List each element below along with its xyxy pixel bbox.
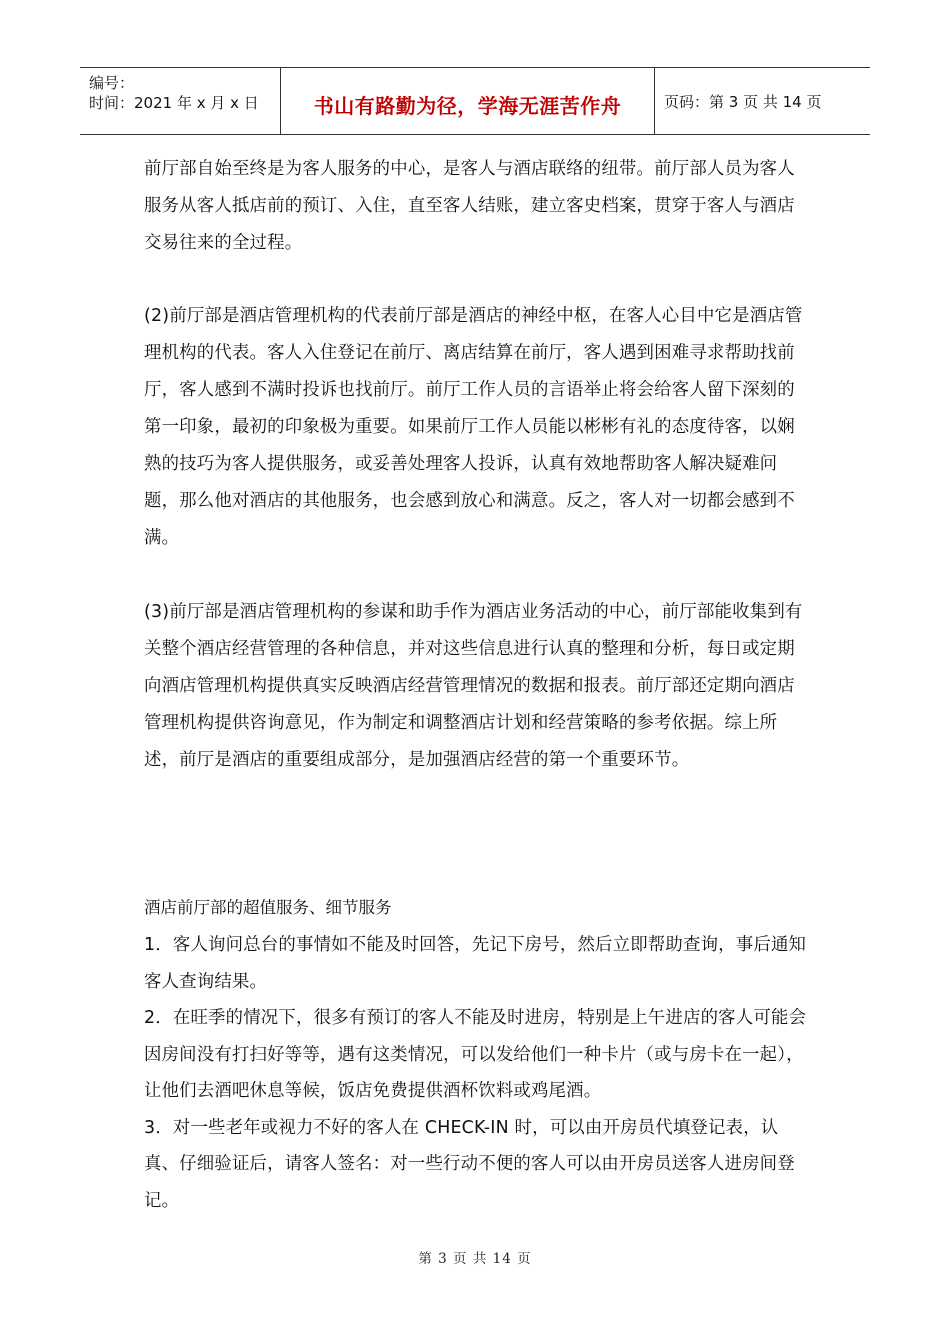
service-list xyxy=(144,927,808,1219)
header-page-code: 页码：第 3 页 共 14 页 xyxy=(664,92,822,111)
header-motto: 书山有路勤为径，学海无涯苦作舟 xyxy=(281,68,655,134)
list-item: 2．在旺季的情况下，很多有预订的客人不能及时进房，特别是上午进店的客人可能会因房间没有打扫好等等，遇有这类情况，可以发给他们一种卡片（或与房卡在一起），让他们去酒吧休息等候，饭店免费提供酒杯饮料或鸡尾酒。 xyxy=(144,1008,807,1101)
page-footer: 第 3 页 共 14 页 xyxy=(418,1251,532,1267)
section-title: 酒店前厅部的超值服务、细节服务 xyxy=(144,898,392,917)
date-label: 时间：2021 年 x 月 x 日 xyxy=(89,94,259,112)
number-label: 编号： xyxy=(89,74,135,92)
paragraph-2: (2)前厅部是酒店管理机构的代表前厅部是酒店的神经中枢，在客人心目中它是酒店管理机构的代表。客人入住登记在前厅、离店结算在前厅，客人遇到困难寻求帮助找前厅，客人感到不满时投诉也找前厅。前厅工作人员的言语举止将会给客人留下深刻的第一印象，最初的印象极为重要。如果前厅工作人员能以彬彬有礼的态度待客，以娴熟的技巧为客人提供服务，或妥善处理客人投诉，认真有效地帮助客人解决疑难问题，那么他对酒店的其他服务，也会感到放心和满意。反之，客人对一切都会感到不满。 xyxy=(144,306,803,548)
page-header xyxy=(80,67,870,135)
list-item: 1．客人询问总台的事情如不能及时回答，先记下房号，然后立即帮助查询，事后通知客人查询结果。 xyxy=(144,935,807,992)
paragraph-1: 前厅部自始至终是为客人服务的中心，是客人与酒店联络的纽带。前厅部人员为客人服务从客人抵店前的预订、入住，直至客人结账，建立客史档案，贯穿于客人与酒店交易往来的全过程。 xyxy=(144,159,795,253)
list-item: 3．对一些老年或视力不好的客人在 CHECK-IN 时，可以由开房员代填登记表，认真、仔细验证后，请客人签名：对一些行动不便的客人可以由开房员送客人进房间登记。 xyxy=(144,1117,795,1211)
header-info-cell xyxy=(80,68,281,134)
paragraph-3: (3)前厅部是酒店管理机构的参谋和助手作为酒店业务活动的中心，前厅部能收集到有关整个酒店经营管理的各种信息，并对这些信息进行认真的整理和分析，每日或定期向酒店管理机构提供真实反映酒店经营管理情况的数据和报表。前厅部还定期向酒店管理机构提供咨询意见，作为制定和调整酒店计划和经营策略的参考依据。综上所述，前厅是酒店的重要组成部分，是加强酒店经营的第一个重要环节。 xyxy=(144,602,803,770)
